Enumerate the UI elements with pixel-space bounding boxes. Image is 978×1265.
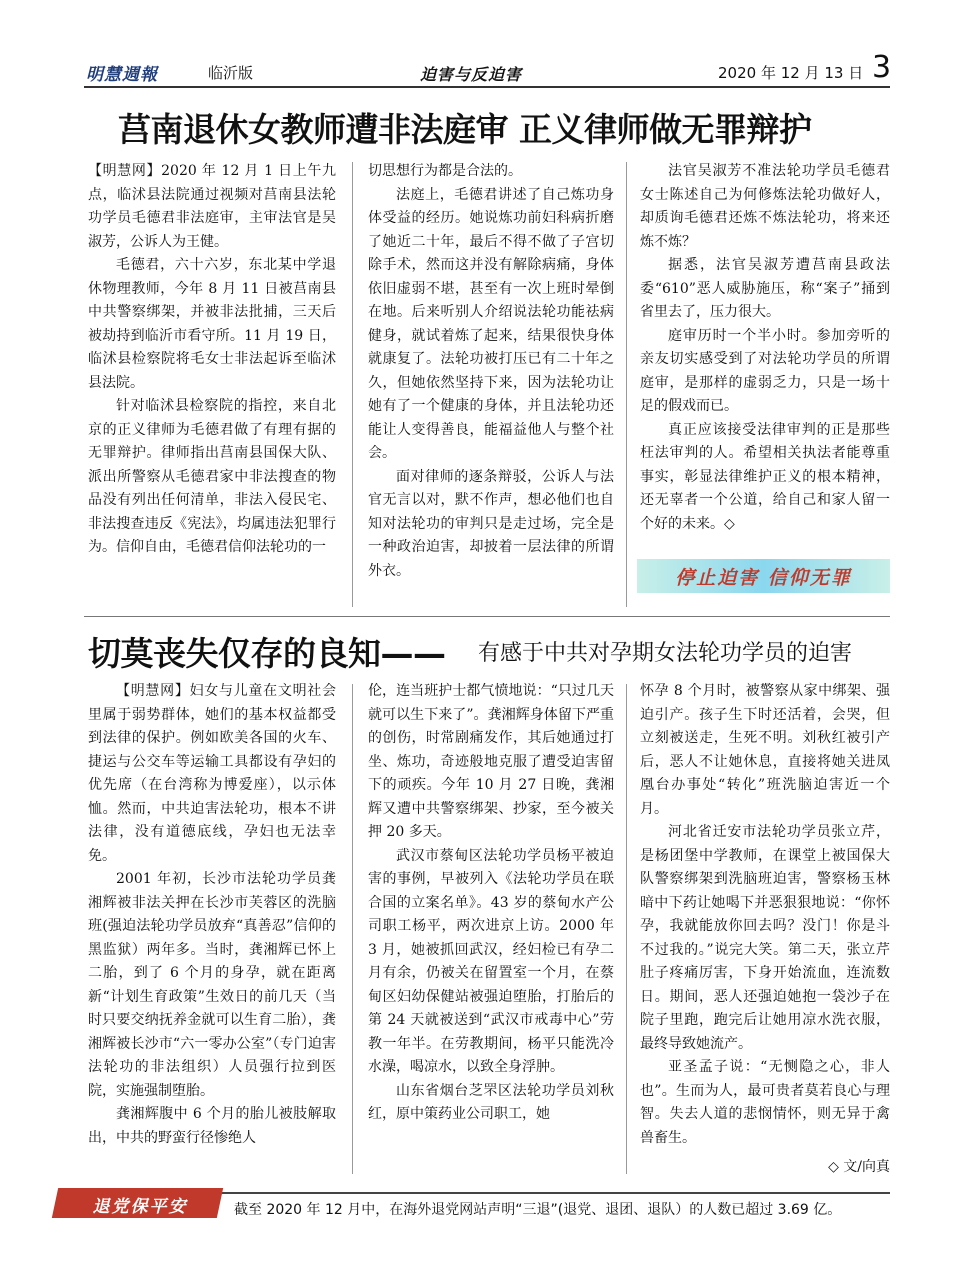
column-divider [626, 162, 627, 607]
article2-headline: 切莫丧失仅存的良知—— [88, 634, 446, 673]
article1-column-1 [88, 160, 336, 560]
paragraph: 河北省迁安市法轮功学员张立芹，是杨团堡中学教师，在课堂上被国保大队警察绑架到洗脑班迫害，警察杨玉林暗中下药让她喝下并恶狠狠地说：“你怀孕，我就能放你回去吗？没门！你是斗不过我的。”说完大笑。第二天，张立芹肚子疼痛厉害，下身开始流血，连流数日。期间，恶人还强迫她抱一袋沙子在院子里跑，跑完后让她用凉水洗衣服，最终导致她流产。 [640, 824, 890, 1052]
paragraph: 武汉市蔡甸区法轮功学员杨平被迫害的事例，早被列入《法轮功学员在联合国的立案名单》。43 岁的蔡甸水产公司职工杨平，两次进京上访。2000 年 3 月，她被抓回武汉，经妇检已有孕二月有余，仍被关在留置室一个月，在蔡甸区妇幼保健站被强迫堕胎，打胎后的第 24 天就被送到“武汉市戒毒中心”劳教一年半。在劳教期间，杨平只能洗冷水澡，喝凉水，以致全身浮肿。 [368, 847, 614, 1075]
header-divider [84, 86, 890, 88]
column-divider [626, 684, 627, 1174]
issue-date: 2020 年 12 月 13 日 [718, 64, 864, 82]
column-divider [352, 162, 353, 607]
paragraph: 伦，连当班护士都气愤地说：“只过几天就可以生下来了”。龚湘辉身体留下严重的创伤，时常剧痛发作，其后她通过打坐、炼功，奇迹般地克服了遭受迫害留下的顽疾。今年 10 月 27 日晚，龚湘辉又遭中共警察绑架、抄家，至今被关押 20 多天。 [368, 683, 614, 840]
footer-notice: 截至 2020 年 12 月中，在海外退党网站声明“三退”(退党、退团、退队）的人数已超过 3.69 亿。 [234, 1202, 842, 1218]
paragraph: 切思想行为都是合法的。 [368, 163, 522, 179]
paragraph: 【明慧网】2020 年 12 月 1 日上午九点，临沭县法院通过视频对莒南县法轮功学员毛德君非法庭审，主审法官是吴淑芳，公诉人为王健。 [88, 163, 336, 250]
article2-byline: ◇ 文/向真 [828, 1159, 890, 1175]
paragraph: 【明慧网】妇女与儿童在文明社会里属于弱势群体，她们的基本权益都受到法律的保护。例如欧美各国的火车、捷运与公交车等运输工具都设有孕妇的优先席（在台湾称为博爱座），以示体恤。然而，中共迫害法轮功，根本不讲法律，没有道德底线，孕妇也无法幸免。 [88, 683, 336, 864]
paragraph: 庭审历时一个半小时。参加旁听的亲友切实感受到了对法轮功学员的所谓庭审，是那样的虚弱乏力，只是一场十足的假戏而已。 [640, 327, 890, 414]
article2-column-1 [88, 680, 336, 1150]
masthead: 明慧週報 [86, 65, 158, 85]
section-title: 迫害与反迫害 [420, 65, 523, 84]
slogan-banner-text: 停止迫害 信仰无罪 [675, 567, 852, 589]
article-divider [84, 616, 890, 617]
paragraph: 亚圣孟子说：“无恻隐之心，非人也”。生而为人，最可贵者莫若良心与理智。失去人道的悲悯情怀，则无异于禽兽畜生。 [640, 1059, 890, 1146]
paragraph: 龚湘辉腹中 6 个月的胎儿被肢解取出，中共的野蛮行径惨绝人 [88, 1106, 336, 1146]
paragraph: 法官吴淑芳不准法轮功学员毛德君女士陈述自己为何修炼法轮功做好人，却质询毛德君还炼不炼法轮功，将来还炼不炼？ [640, 163, 890, 250]
article1-column-2 [368, 160, 614, 583]
paragraph: 面对律师的逐条辩驳，公诉人与法官无言以对，默不作声，想必他们也自知对法轮功的审判只是走过场，完全是一种政治迫害，却披着一层法律的所谓外衣。 [368, 468, 614, 579]
paragraph: 法庭上，毛德君讲述了自己炼功身体受益的经历。她说炼功前妇科病折磨了她近二十年，最后不得不做了子宫切除手术，然而这并没有解除病痛，身体依旧虚弱不堪，甚至有一次上班时晕倒在地。后来听别人介绍说法轮功能祛病健身，就试着炼了起来，结果很快身体就康复了。法轮功被打压已有二十年之久，但她依然坚持下来，因为法轮功让她有了一个健康的身体，并且法轮功还能让人变得善良，能福益他人与整个社会。 [368, 186, 614, 461]
paragraph: 怀孕 8 个月时，被警察从家中绑架、强迫引产。孩子生下时还活着，会哭，但立刻被送走，生死不明。刘秋红被引产后，恶人不让她休息，直接将她关进凤凰台办事处“转化”班洗脑迫害近一个月。 [640, 683, 890, 817]
article2-subtitle: 有感于中共对孕期女法轮功学员的迫害 [478, 641, 853, 666]
article2-column-3 [640, 680, 890, 1150]
paragraph: 真正应该接受法律审判的正是那些枉法审判的人。希望相关执法者能尊重事实，彰显法律维护正义的根本精神，还无辜者一个公道，给自己和家人留一个好的未来。◇ [640, 421, 890, 532]
paragraph: 2001 年初，长沙市法轮功学员龚湘辉被非法关押在长沙市芙蓉区的洗脑班(强迫法轮功学员放弃“真善忍”信仰的黑监狱）两年多。当时，龚湘辉已怀上二胎，到了 6 个月的身孕，就在距离新“计划生育政策”生效日的前几天（当时只要交纳抚养金就可以生育二胎），龚湘辉被长沙市“六一零办公室”（专门迫害法轮功的非法组织）人员强行拉到医院，实施强制堕胎。 [88, 871, 336, 1099]
article1-headline: 莒南退休女教师遭非法庭审 正义律师做无罪辩护 [118, 110, 812, 149]
column-divider [352, 684, 353, 1174]
page-number: 3 [872, 50, 892, 85]
footer-badge-text: 退党保平安 [92, 1197, 188, 1217]
edition-label: 临沂版 [208, 64, 254, 82]
paragraph: 山东省烟台芝罘区法轮功学员刘秋红，原中策药业公司职工，她 [368, 1082, 614, 1122]
paragraph: 据悉，法官吴淑芳遭莒南县政法委“610”恶人威胁施压，称“案子”捅到省里去了，压力很大。 [640, 257, 890, 320]
paragraph: 针对临沭县检察院的指控，来自北京的正义律师为毛德君做了有理有据的无罪辩护。律师指出莒南县国保大队、派出所警察从毛德君家中非法搜查的物品没有列出任何清单，非法入侵民宅、非法搜查违反《宪法》，均属违法犯罪行为。信仰自由，毛德君信仰法轮功的一 [88, 398, 336, 555]
article1-column-3 [640, 160, 890, 536]
article2-column-2 [368, 680, 614, 1127]
paragraph: 毛德君，六十六岁，东北某中学退休物理教师，今年 8 月 11 日被莒南县中共警察绑架，并被非法批捕，三天后被劫持到临沂市看守所。11 月 19 日，临沭县检察院将毛女士非法起诉至临沭县法院。 [88, 257, 336, 391]
